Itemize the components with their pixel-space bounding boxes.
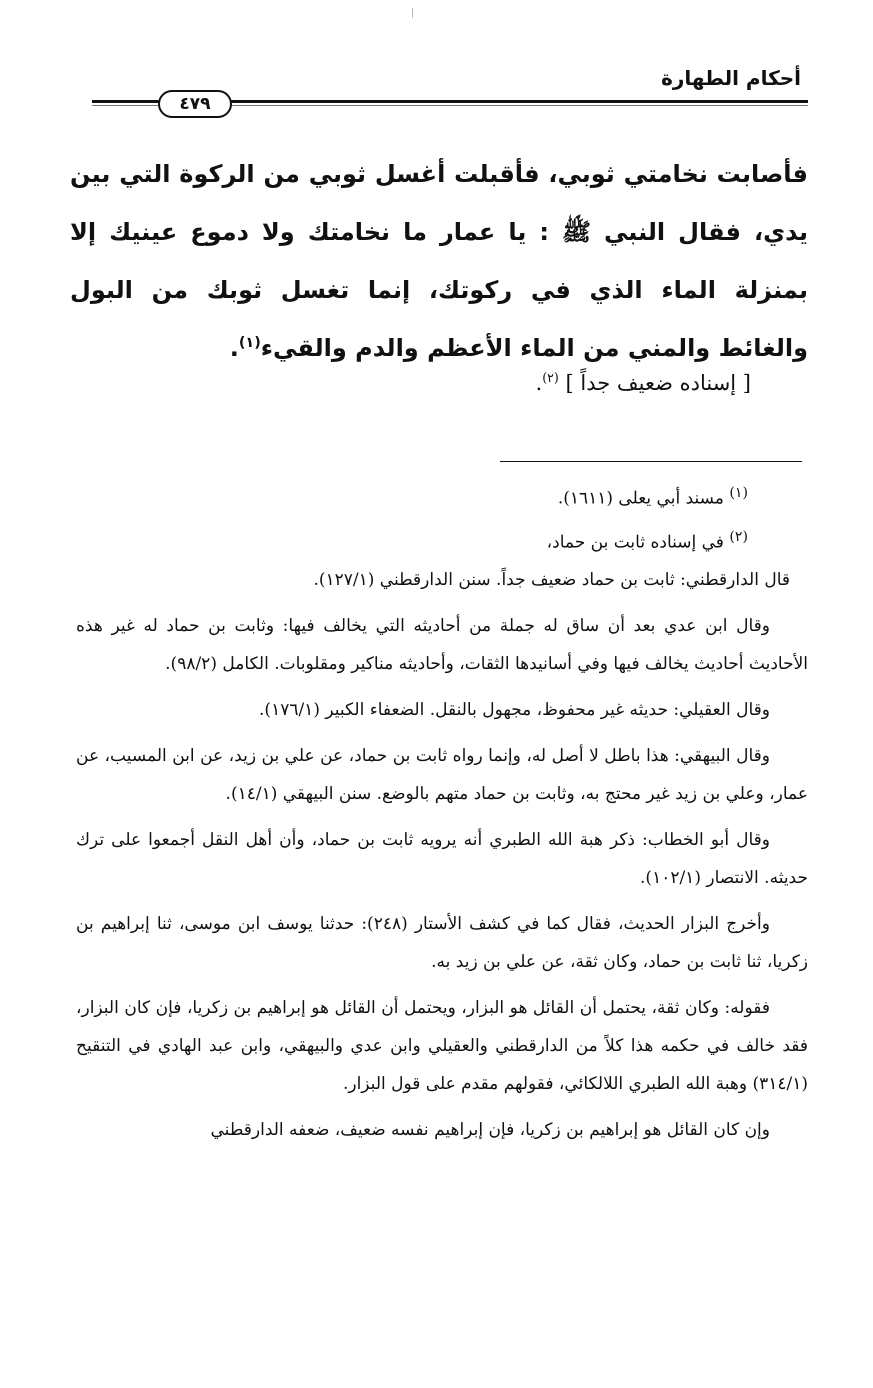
grading-end-punct: .	[535, 371, 543, 395]
grading-footnote-ref: (٢)	[542, 370, 559, 385]
page-number: ٤٧٩	[158, 90, 232, 118]
isnad-grading	[536, 370, 751, 395]
grading-text: [ إسناده ضعيف جداً ]	[565, 371, 751, 395]
hadith-footnote-ref: (١)	[238, 335, 261, 351]
footnote-2-ref: (٢)	[729, 528, 748, 545]
footnote-separator	[500, 461, 802, 462]
footnote-paragraph: وقال البيهقي: هذا باطل لا أصل له، وإنما رواه ثابت بن حماد، عن علي بن زيد، عن ابن المسيب، عن عمار، وعلي بن زيد غير محتج به، وثابت بن حماد متهم بالوضع. سنن البيهقي (١٤/١).	[76, 746, 808, 805]
footnote-paragraph: وإن كان القائل هو إبراهيم بن زكريا، فإن إبراهيم نفسه ضعيف، ضعفه الدارقطني	[210, 1120, 770, 1141]
footnote-2	[76, 518, 808, 562]
hadith-body: فأصابت نخامتي ثوبي، فأقبلت أغسل ثوبي من الركوة التي بين يدي، فقال النبي ﷺ : يا عمار ما نخامتك ولا دموع عينيك إلا بمنزلة الماء الذي في ركوتك، إنما تغسل ثوبك من البول والغائط والمني من الماء الأعظم والدم والقيء	[70, 160, 808, 362]
footnote-1-text: مسند أبي يعلى (١٦١١).	[557, 488, 724, 509]
footnote-paragraph: وقال العقيلي: حديثه غير محفوظ، مجهول بالنقل. الضعفاء الكبير (١٧٦/١).	[259, 700, 770, 721]
footnotes	[76, 474, 808, 1149]
footnote-paragraph: وقال ابن عدي بعد أن ساق له جملة من أحاديثه التي يخالف فيها: وثابت بن حماد له غير هذه الأحاديث أحاديث يخالف فيها وفي أسانيدها الثقات، وأحاديثه مناكير ومقلوبات. الكامل (٩٨/٢).	[76, 616, 808, 675]
footnote-paragraph: قال الدارقطني: ثابت بن حماد ضعيف جداً. سنن الدارقطني (١٢٧/١).	[313, 570, 790, 591]
footnote-paragraph: فقوله: وكان ثقة، يحتمل أن القائل هو البزار، ويحتمل أن القائل هو إبراهيم بن زكريا، فإن كان البزار، فقد خالف في حكمه هذا كلاً من الدارقطني والعقيلي وابن عدي والبيهقي، وابن عبد الهادي في التنقيح (٣١٤/١) وهبة الله الطبري اللالكائي، فقولهم مقدم على قول البزار.	[76, 998, 808, 1095]
footnote-1-ref: (١)	[729, 485, 748, 501]
footnote-paragraph: وقال أبو الخطاب: ذكر هبة الله الطبري أنه يرويه ثابت بن حماد، وأن أهل النقل أجمعوا على ترك حديثه. الانتصار (١٠٢/١).	[76, 830, 808, 889]
top-mark	[412, 8, 413, 18]
hadith-end-punct: .	[229, 334, 239, 362]
hadith-text	[70, 145, 808, 377]
footnote-1	[76, 474, 808, 518]
footnote-paragraph: وأخرج البزار الحديث، فقال كما في كشف الأستار (٢٤٨): حدثنا يوسف ابن موسى، ثنا إبراهيم بن زكريا، ثنا ثابت بن حماد، وكان ثقة، عن علي بن زيد به.	[76, 914, 808, 973]
running-header-title: أحكام الطهارة	[661, 66, 801, 90]
footnote-2-text: في إسناده ثابت بن حماد،	[546, 532, 724, 553]
